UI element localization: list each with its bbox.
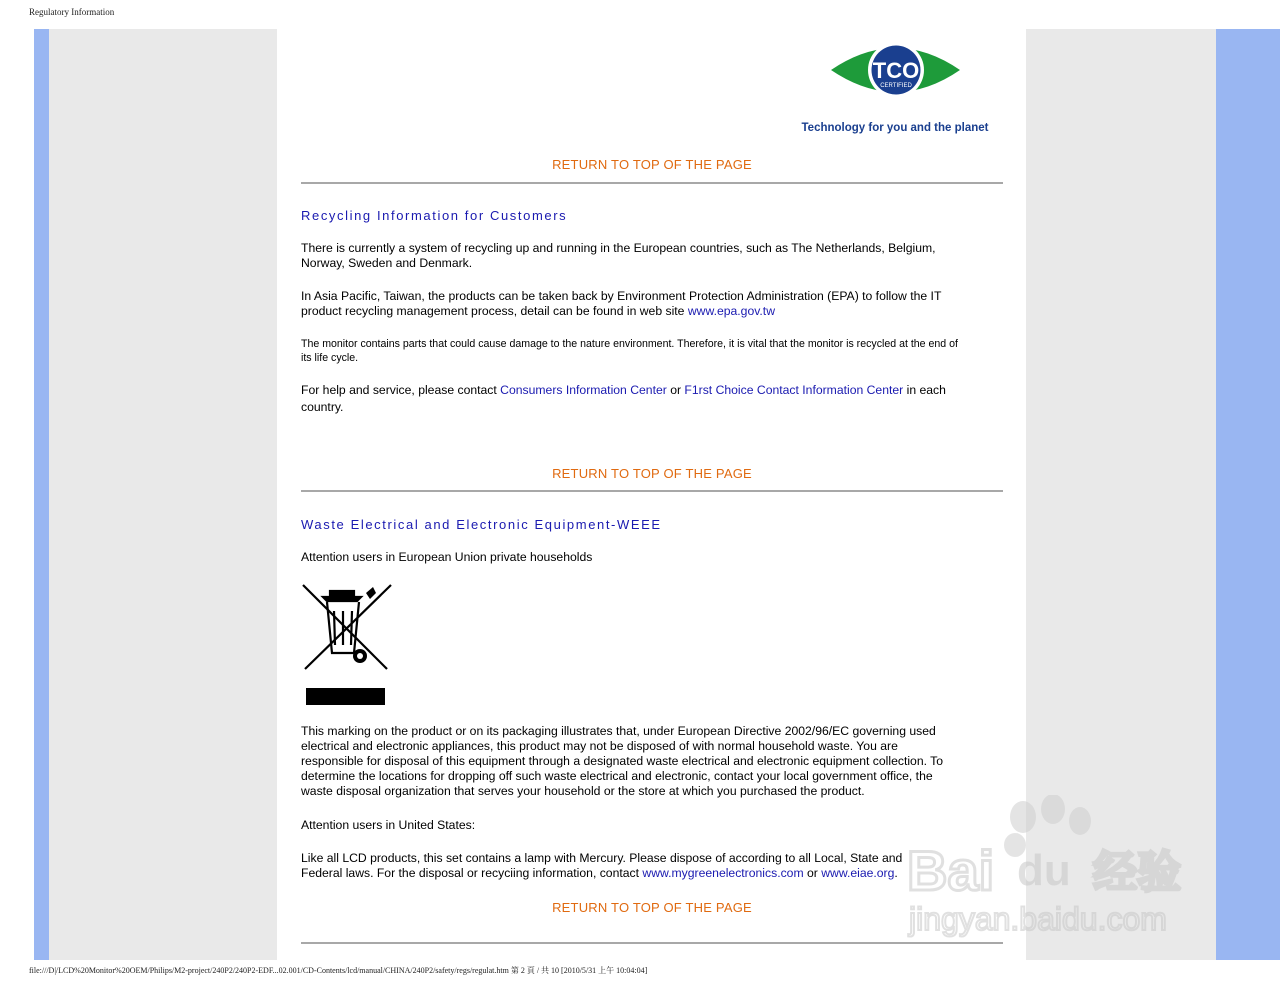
left-blue-margin <box>34 29 49 960</box>
watermark-bai: Bai <box>907 839 995 902</box>
first-choice-contact-link[interactable]: F1rst Choice Contact Information Center <box>684 383 904 397</box>
taiwan-text: In Asia Pacific, Taiwan, the products can be taken back by Environment Protection Administration (EPA) to follow the IT product recycling management process, detail can be found in web site <box>301 289 942 318</box>
print-header: Regulatory Information <box>29 7 115 17</box>
recycling-paragraph-taiwan <box>301 289 961 319</box>
watermark-jingyan-cn: 经验 <box>1093 847 1181 898</box>
mercury-end: . <box>894 866 898 880</box>
recycling-paragraph-environment: The monitor contains parts that could cause damage to the nature environment. Therefore, it is vital that the monitor is recycled at the end of its life cycle. <box>301 338 958 364</box>
divider <box>301 942 1003 944</box>
crossed-out-wheelie-bin-icon <box>301 583 393 675</box>
divider <box>301 490 1003 492</box>
return-to-top-link[interactable]: RETURN TO TOP OF THE PAGE <box>552 900 752 915</box>
right-blue-margin <box>1216 29 1280 960</box>
left-gray-column <box>49 29 277 960</box>
eiae-link[interactable]: www.eiae.org <box>821 866 895 880</box>
weee-black-bar <box>306 688 385 705</box>
recycling-paragraph-europe: There is currently a system of recycling up and running in the European countries, such as The Netherlands, Belgium, Norway, Sweden and Denmark. <box>301 241 936 270</box>
mygreenelectronics-link[interactable]: www.mygreenelectronics.com <box>642 866 804 880</box>
tco-tagline: Technology for you and the planet <box>801 122 989 134</box>
return-to-top-link[interactable]: RETURN TO TOP OF THE PAGE <box>552 466 752 481</box>
weee-directive-paragraph: This marking on the product or on its packaging illustrates that, under European Directive 2002/96/EC governing used electrical and electronic appliances, this product may not be disposed of with normal household waste. You are responsible for disposal of this equipment through a designated waste electrical and electronic equipment collection. To determine the locations for dropping off such waste electrical and electronic, contact your local government office, the waste disposal organization that serves your household or the store at which you purchased the product. <box>301 724 944 798</box>
mercury-mid: or <box>803 866 822 880</box>
baidu-jingyan-watermark <box>905 795 1205 945</box>
consumers-info-center-link[interactable]: Consumers Information Center <box>500 383 667 397</box>
divider <box>301 182 1003 184</box>
weee-intro: Attention users in European Union private households <box>301 550 593 564</box>
recycling-section-title: Recycling Information for Customers <box>301 208 568 223</box>
return-to-top-link[interactable]: RETURN TO TOP OF THE PAGE <box>552 157 752 172</box>
weee-mercury-paragraph <box>301 851 913 881</box>
watermark-du: du <box>1017 846 1071 895</box>
mercury-text: Like all LCD products, this set contains a lamp with Mercury. Please dispose of according to all Local, State and Federal laws. For the disposal or recyciing information, contact <box>301 851 903 880</box>
us-attention-heading: Attention users in United States: <box>301 818 476 832</box>
watermark-url: jingyan.baidu.com <box>909 901 1167 937</box>
help-prefix: For help and service, please contact <box>301 383 501 397</box>
tco-badge-text: TCO <box>872 58 920 83</box>
help-suffix: in each country. <box>301 383 946 414</box>
tco-badge-subtext: CERTIFIED <box>880 83 912 89</box>
help-mid: or <box>666 383 685 397</box>
print-footer: file:///D|/LCD%20Monitor%20OEM/Philips/M2-project/240P2/240P2-EDF...02.001/CD-Contents/lcd/manual/CHINA/240P2/safety/regs/regulat.htm 第 2 頁 / 共 10 [2010/5/31 上午 10:04:04] <box>29 966 648 975</box>
weee-section-title: Waste Electrical and Electronic Equipment-WEEE <box>301 517 662 532</box>
epa-link[interactable]: www.epa.gov.tw <box>687 304 775 318</box>
recycling-paragraph-help <box>301 382 961 416</box>
